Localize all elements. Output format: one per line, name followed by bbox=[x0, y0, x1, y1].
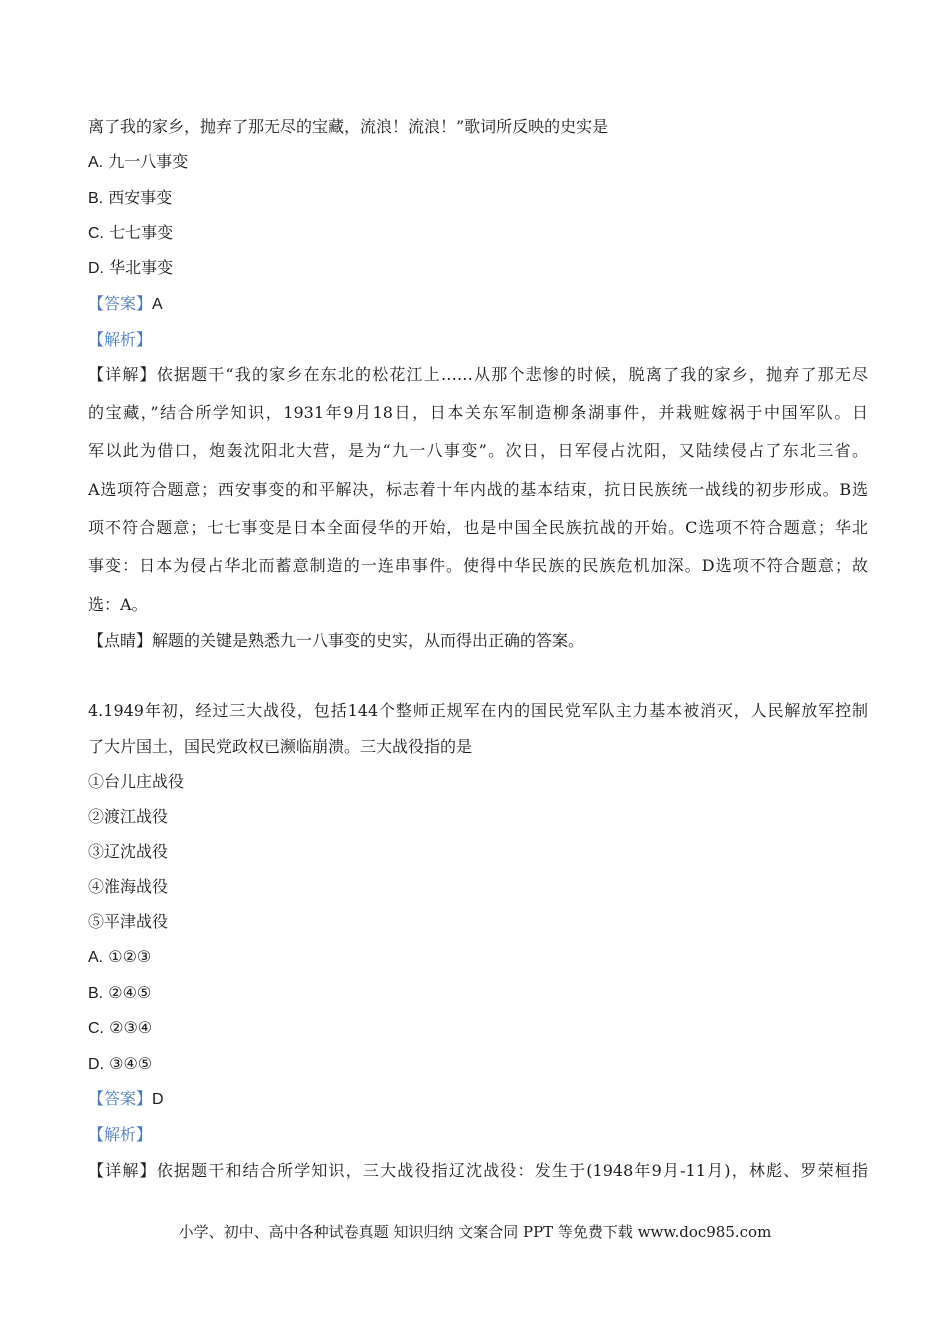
comment-text: 解题的关键是熟悉九一八事变的史实，从而得出正确的答案。 bbox=[152, 631, 585, 650]
detail-tag: 【详解】 bbox=[88, 365, 157, 384]
answer-tag: 【答案】 bbox=[88, 1089, 153, 1108]
q4-item-1: ①台儿庄战役 bbox=[88, 772, 185, 791]
q4-item-5: ⑤平津战役 bbox=[88, 912, 169, 931]
q4-option-a bbox=[88, 946, 868, 969]
option-letter: C. bbox=[88, 225, 104, 242]
option-text: 华北事变 bbox=[109, 258, 174, 277]
q3-stem: 离了我的家乡，抛弃了那无尽的宝藏，流浪！流浪！”歌词所反映的史实是 bbox=[88, 117, 609, 136]
option-text: ③④⑤ bbox=[109, 1054, 153, 1073]
q3-comment bbox=[88, 630, 868, 652]
q3-detail-line-6: 事变：日本为侵占华北而蓄意制造的一连串事件。使得中华民族的民族危机加深。D选项不符合题意；故 bbox=[88, 556, 868, 575]
option-letter: A. bbox=[88, 949, 104, 966]
q3-detail-line-3: 军以此为借口，炮轰沈阳北大营，是为“九一八事变”。次日，日军侵占沈阳，又陆续侵占了东北三省。 bbox=[88, 441, 868, 460]
option-text: 九一八事变 bbox=[108, 152, 189, 171]
q3-detail-line-2: 的宝藏，”结合所学知识，1931年9月18日，日本关东军制造柳条湖事件，并栽赃嫁祸于中国军队。日 bbox=[88, 403, 868, 422]
q4-item-4: ④淮海战役 bbox=[88, 877, 169, 896]
q3-detail-line-4: A选项符合题意；西安事变的和平解决，标志着十年内战的基本结束，抗日民族统一战线的初步形成。B选 bbox=[88, 480, 868, 499]
q3-detail-line-1 bbox=[88, 364, 868, 386]
q4-answer bbox=[88, 1088, 868, 1111]
answer-value: A bbox=[152, 296, 163, 313]
option-letter: D. bbox=[88, 1056, 104, 1073]
detail-text: 依据题干“我的家乡在东北的松花江上……从那个悲惨的时候，脱离了我的家乡，抛弃了那无尽 bbox=[156, 365, 868, 384]
analysis-tag: 【解析】 bbox=[88, 1125, 153, 1144]
option-text: ②③④ bbox=[109, 1018, 153, 1037]
q3-answer bbox=[88, 293, 868, 316]
q3-option-a bbox=[88, 151, 868, 174]
answer-value: D bbox=[152, 1091, 164, 1108]
q3-option-b bbox=[88, 187, 868, 210]
detail-text: 依据题干和结合所学知识，三大战役指辽沈战役：发生于(1948年9月-11月)，林彪、罗荣桓指 bbox=[156, 1161, 868, 1180]
detail-tag: 【详解】 bbox=[88, 1161, 157, 1180]
q3-detail-line-5: 项不符合题意；七七事变是日本全面侵华的开始，也是中国全民族抗战的开始。C选项不符合题意；华北 bbox=[88, 518, 868, 537]
comment-tag: 【点睛】 bbox=[88, 631, 153, 650]
option-text: 七七事变 bbox=[109, 223, 174, 242]
q3-option-c bbox=[88, 222, 868, 245]
option-text: ②④⑤ bbox=[108, 983, 152, 1002]
q3-detail-line-7: 选：A。 bbox=[88, 595, 148, 614]
q4-item-2: ②渡江战役 bbox=[88, 807, 169, 826]
q3-option-d bbox=[88, 257, 868, 280]
page-footer: 小学、初中、高中各种试卷真题 知识归纳 文案合同 PPT 等免费下载 www.doc985.com bbox=[178, 1223, 772, 1241]
option-letter: C. bbox=[88, 1020, 104, 1037]
analysis-tag: 【解析】 bbox=[88, 330, 153, 349]
q4-option-c bbox=[88, 1017, 868, 1040]
q4-detail-line-1 bbox=[88, 1160, 868, 1182]
q4-option-b bbox=[88, 982, 868, 1005]
option-letter: B. bbox=[88, 190, 104, 207]
q4-stem-line-1: 4.1949年初，经过三大战役，包括144个整师正规军在内的国民党军队主力基本被消灭，人民解放军控制 bbox=[88, 701, 868, 720]
q3-analysis bbox=[88, 329, 868, 351]
option-letter: A. bbox=[88, 154, 104, 171]
option-text: 西安事变 bbox=[108, 188, 173, 207]
option-letter: B. bbox=[88, 985, 104, 1002]
q4-option-d bbox=[88, 1053, 868, 1076]
q4-stem-line-2: 了大片国土，国民党政权已濒临崩溃。三大战役指的是 bbox=[88, 737, 473, 756]
answer-tag: 【答案】 bbox=[88, 294, 153, 313]
option-text: ①②③ bbox=[108, 947, 152, 966]
q4-item-3: ③辽沈战役 bbox=[88, 842, 169, 861]
option-letter: D. bbox=[88, 260, 104, 277]
q4-analysis bbox=[88, 1124, 868, 1146]
